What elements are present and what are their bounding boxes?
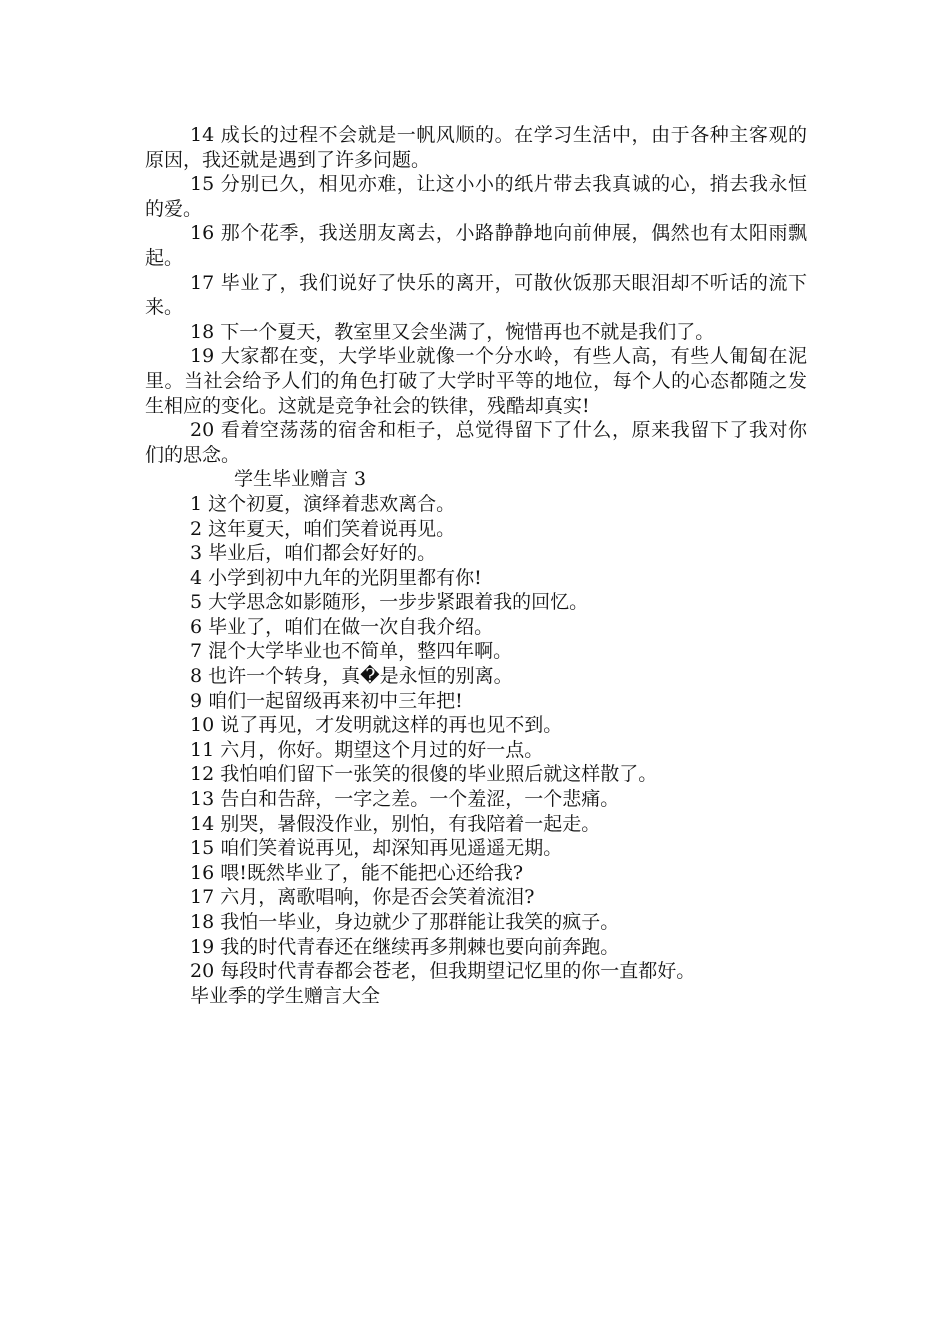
- list-item: 17 六月，离歌唱响，你是否会笑着流泪?: [190, 886, 535, 909]
- list-item: 8 也许一个转身，真�是永恒的别离。: [190, 665, 513, 688]
- list-item: 18 我怕一毕业，身边就少了那群能让我笑的疯子。: [190, 911, 620, 933]
- section-heading: 学生毕业赠言 3: [234, 468, 367, 491]
- list-item: 7 混个大学毕业也不简单，整四年啊。: [190, 640, 513, 663]
- list-item: 13 告白和告辞，一字之差。一个羞涩，一个悲痛。: [190, 788, 620, 811]
- list-item: 4 小学到初中九年的光阴里都有你!: [190, 566, 482, 589]
- list-item: 15 咱们笑着说再见，却深知再见遥遥无期。: [190, 837, 563, 860]
- list-item: 14 别哭，暑假没作业，别怕，有我陪着一起走。: [190, 812, 601, 835]
- list-item: 3 毕业后，咱们都会好好的。: [190, 542, 437, 565]
- list-item: 6 毕业了，咱们在做一次自我介绍。: [190, 615, 494, 638]
- list-item: 1 这个初夏，演绎着悲欢离合。: [190, 492, 456, 515]
- list-item: 19 我的时代青春还在继续再多荆棘也要向前奔跑。: [190, 935, 620, 958]
- paragraph-16: 16 那个花季，我送朋友离去，小路静静地向前伸展，偶然也有太阳雨飘起。: [145, 222, 807, 269]
- paragraph-15: 15 分别已久，相见亦难，让这小小的纸片带去我真诚的心，捎去我永恒的爱。: [145, 173, 807, 220]
- list-item: 16 喂!既然毕业了，能不能把心还给我?: [190, 861, 524, 884]
- paragraph-14: 14 成长的过程不会就是一帆风顺的。在学习生活中，由于各种主客观的原因，我还就是遇到了许多问题。: [145, 124, 807, 171]
- footer-title: 毕业季的学生赠言大全: [190, 984, 381, 1007]
- list-item: 10 说了再见，才发明就这样的再也见不到。: [190, 714, 563, 737]
- paragraph-17: 17 毕业了，我们说好了快乐的离开，可散伙饭那天眼泪却不听话的流下来。: [145, 271, 807, 319]
- list-item: 20 每段时代青春都会苍老，但我期望记忆里的你一直都好。: [190, 960, 696, 983]
- list-item: 11 六月，你好。期望这个月过的好一点。: [190, 738, 544, 761]
- paragraph-19: 19 大家都在变，大学毕业就像一个分水岭，有些人高，有些人匍匐在泥里。当社会给予人们的角色打破了大学时平等的地位，每个人的心态都随之发生相应的变化。这就是竞争社会的铁律，残酷却真实!: [145, 345, 807, 417]
- list-item: 5 大学思念如影随形，一步步紧跟着我的回忆。: [190, 591, 589, 614]
- paragraph-18: 18 下一个夏天，教室里又会坐满了，惋惜再也不就是我们了。: [190, 320, 715, 343]
- list-item: 9 咱们一起留级再来初中三年把!: [190, 689, 463, 712]
- paragraph-20: 20 看着空荡荡的宿舍和柜子，总觉得留下了什么，原来我留下了我对你们的思念。: [145, 419, 807, 466]
- document-body: [145, 123, 807, 1008]
- list-item: 2 这年夏天，咱们笑着说再见。: [190, 517, 456, 540]
- list-item: 12 我怕咱们留下一张笑的很傻的毕业照后就这样散了。: [190, 763, 658, 786]
